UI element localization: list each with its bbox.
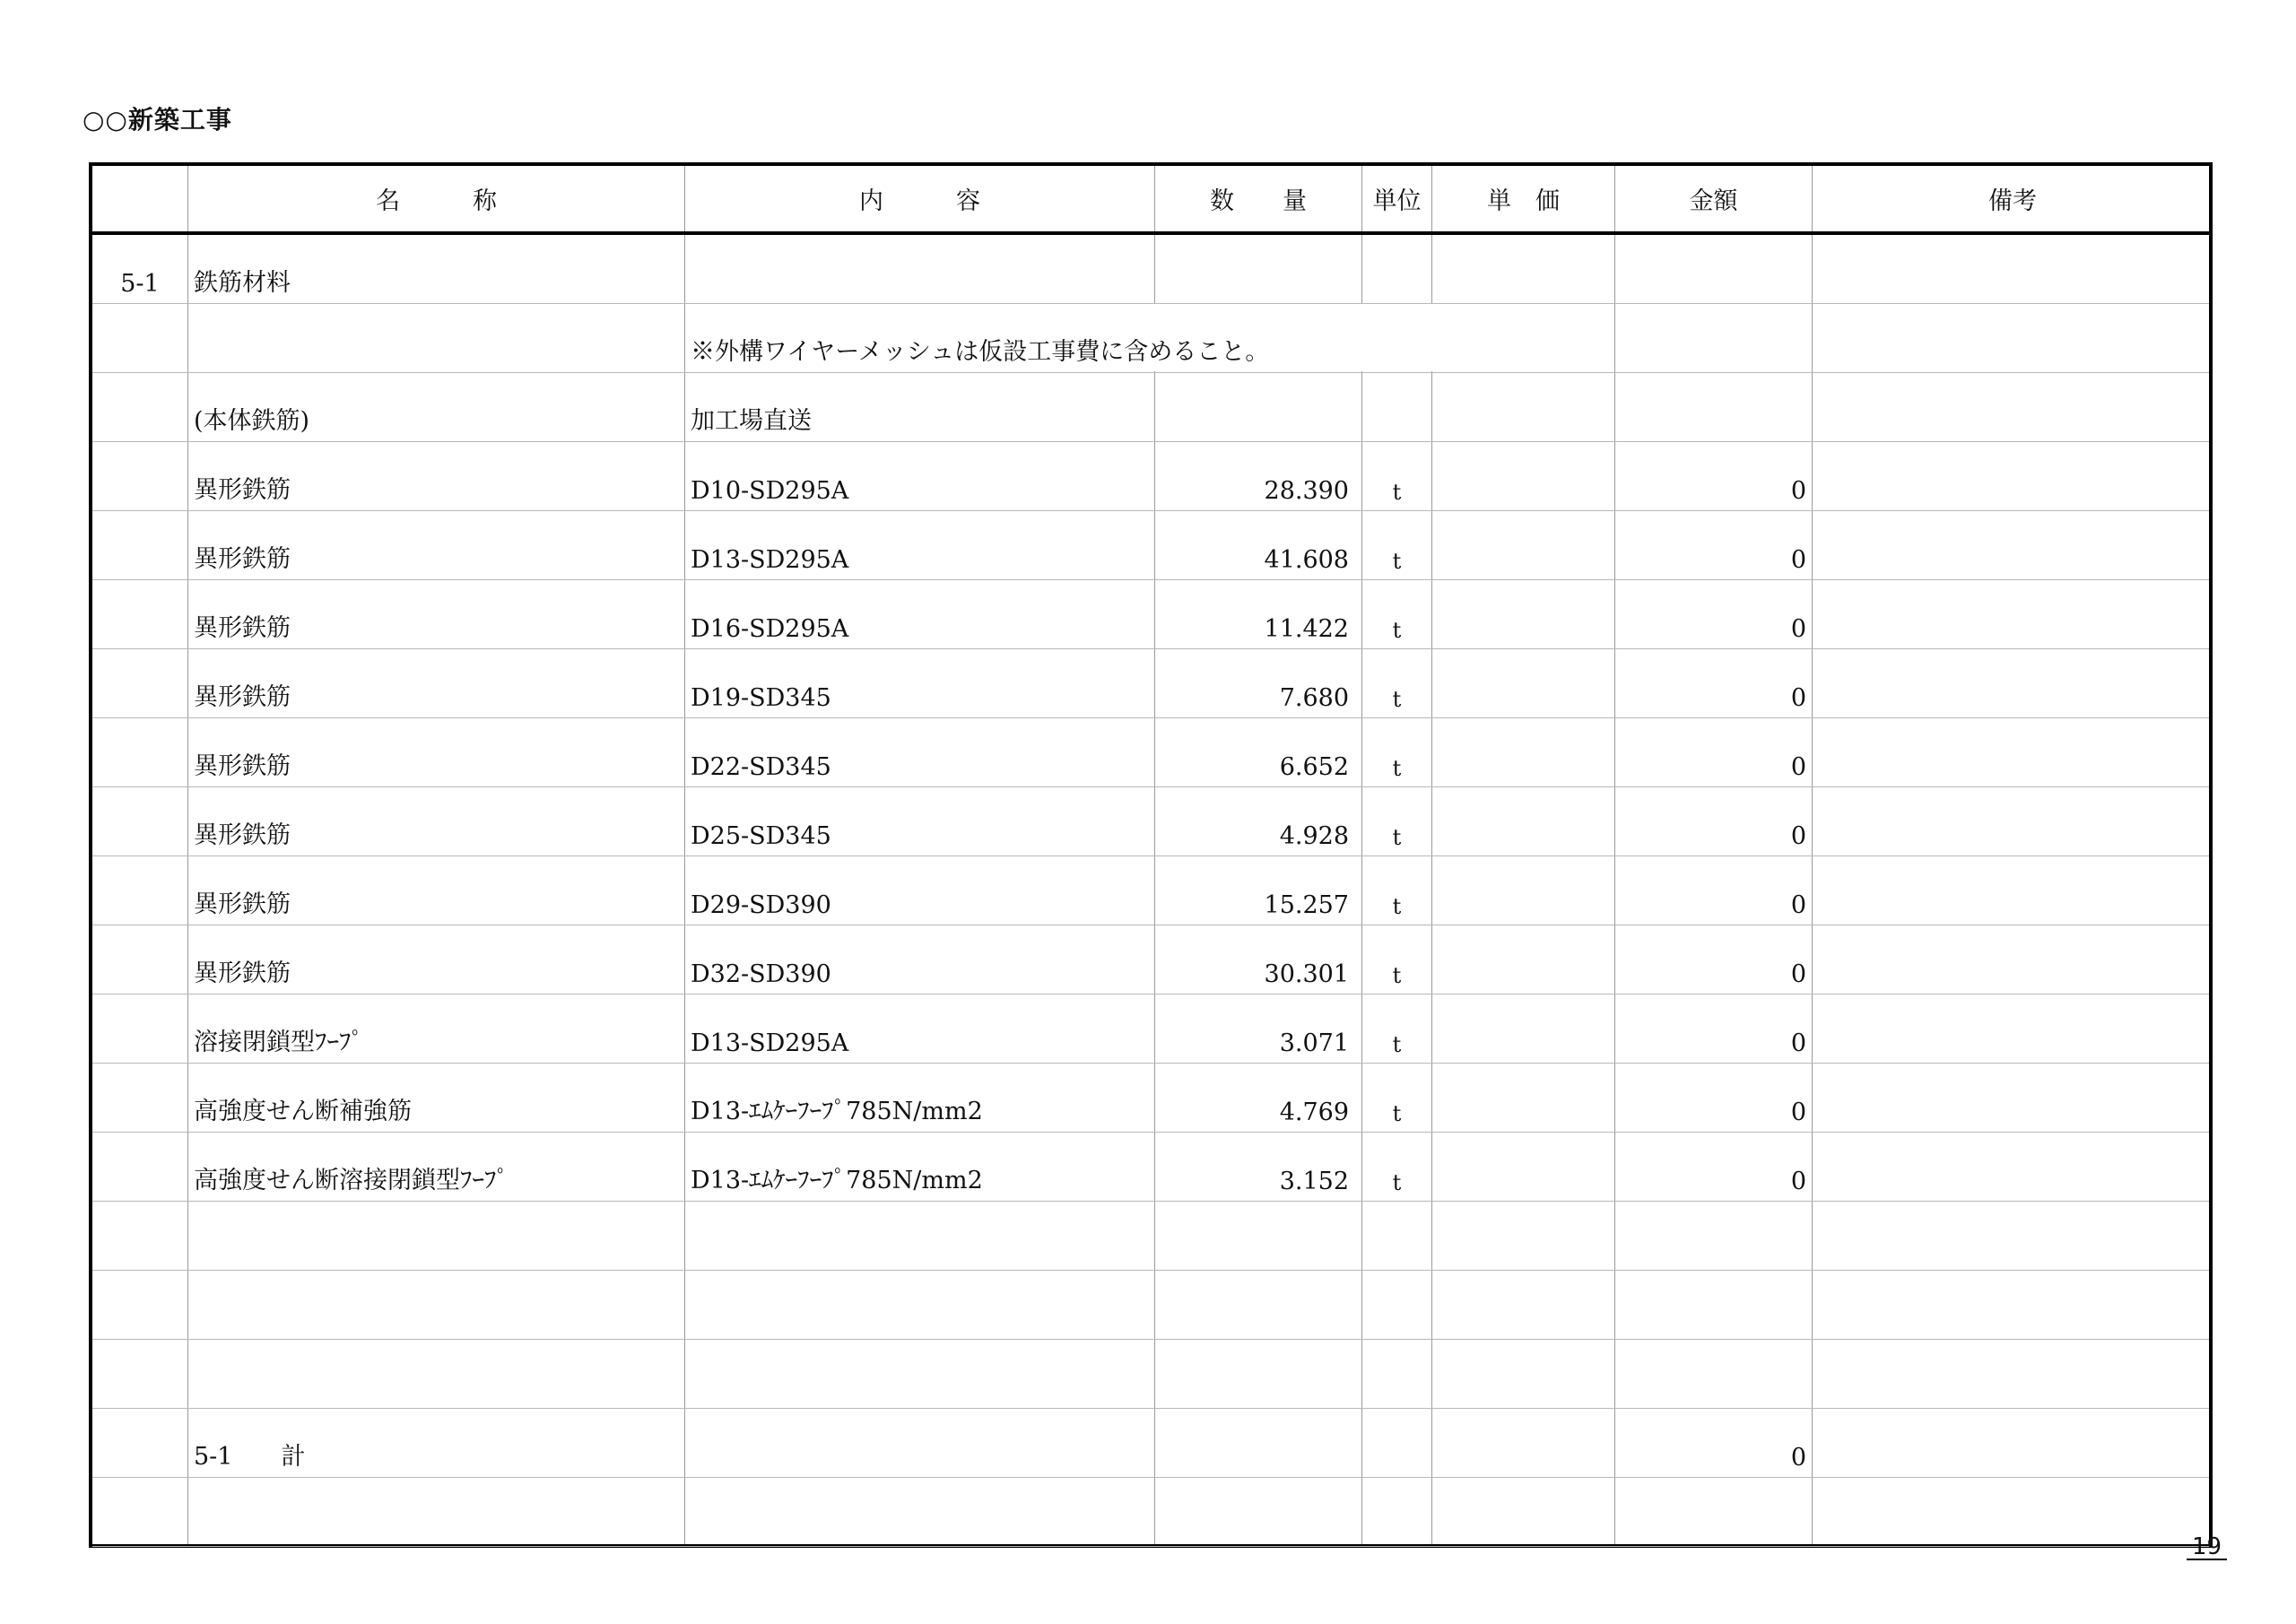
item-remarks [1813,994,2213,1063]
row-number: 5-1 [120,270,160,298]
row-number [92,1340,187,1408]
item-quantity: 4.769 [1279,1099,1349,1126]
item-amount [1615,1340,1812,1408]
item-content [685,1409,1154,1477]
item-quantity: 41.608 [1264,546,1349,574]
table-row [92,856,2209,925]
page-number: 19 [2187,1535,2227,1560]
item-quantity: 15.257 [1264,891,1349,919]
item-remarks [1813,235,2213,303]
item-unit [1362,235,1431,303]
item-quantity [1155,373,1361,441]
item-unit-price [1432,925,1614,994]
item-content: D19-SD345 [691,684,831,712]
item-remarks [1813,649,2213,717]
item-remarks [1813,580,2213,648]
item-name: 異形鉄筋 [194,752,291,780]
item-unit [1362,373,1431,441]
item-unit-price [1432,787,1614,855]
header-number [92,166,187,231]
item-amount [1615,1271,1812,1339]
item-content: D13-ｴﾑｹｰﾌｰﾌﾟ785N/mm2 [691,1098,983,1125]
item-amount: 0 [1790,1168,1806,1195]
item-unit [1362,1271,1431,1339]
item-amount: 0 [1790,684,1806,712]
table-row [92,787,2209,856]
item-content [685,1202,1154,1270]
item-unit: t [1392,825,1402,850]
item-quantity [1155,1202,1361,1270]
item-remarks [1813,304,2213,372]
item-content: D32-SD390 [691,960,831,988]
item-note-wide: ※外構ワイヤーメッシュは仮設工事費に含めること。 [691,338,1270,366]
item-unit: t [1392,963,1402,988]
item-amount: 0 [1790,891,1806,919]
item-remarks [1813,1133,2213,1201]
item-name: 鉄筋材料 [194,269,291,297]
item-unit-price [1432,373,1614,441]
item-name: 異形鉄筋 [194,890,291,918]
item-name: 異形鉄筋 [194,476,291,504]
item-quantity [1155,1409,1361,1477]
document-title: ○○新築工事 [83,105,232,135]
table-row [92,511,2209,580]
row-number [92,1133,187,1201]
item-quantity: 3.071 [1279,1029,1349,1057]
item-unit [1362,1409,1431,1477]
table-row [92,442,2209,511]
item-unit [1362,1202,1431,1270]
item-quantity: 30.301 [1264,960,1349,988]
item-quantity [1155,304,1361,372]
row-number [92,649,187,717]
item-remarks [1813,718,2213,786]
item-unit: t [1392,1170,1402,1195]
item-amount [1615,1202,1812,1270]
item-amount: 0 [1790,1099,1806,1126]
table-row [92,373,2209,442]
table-row [92,1409,2209,1478]
header-content: 内 容 [859,187,980,215]
row-number [92,1202,187,1270]
item-remarks [1813,856,2213,925]
item-unit [1362,1340,1431,1408]
table-row [92,925,2209,994]
item-remarks [1813,1478,2213,1546]
item-content: D25-SD345 [691,822,831,850]
item-amount [1615,304,1812,372]
item-name: 異形鉄筋 [194,545,291,573]
item-unit: t [1392,894,1402,919]
item-unit-price [1432,1478,1614,1546]
item-remarks [1813,1271,2213,1339]
item-unit: t [1392,756,1402,781]
item-amount: 0 [1790,1444,1806,1472]
item-unit-price [1432,580,1614,648]
item-remarks [1813,511,2213,579]
row-number [92,718,187,786]
item-amount: 0 [1790,1029,1806,1057]
item-unit-price [1432,1271,1614,1339]
item-name [188,1478,684,1546]
item-quantity: 11.422 [1264,615,1349,643]
item-name: 5-1 計 [194,1443,306,1471]
item-unit-price [1432,304,1614,372]
row-number [92,994,187,1063]
item-name: 異形鉄筋 [194,960,291,987]
item-quantity: 6.652 [1279,753,1349,781]
item-quantity: 7.680 [1279,684,1349,712]
item-content [685,1271,1154,1339]
header-amount: 金額 [1689,187,1738,215]
row-number [92,304,187,372]
table-row [92,1133,2209,1202]
item-amount: 0 [1790,822,1806,850]
item-name [188,304,684,372]
table-row [92,718,2209,787]
table-row [92,1271,2209,1340]
table-row [92,1478,2209,1547]
item-unit-price [1432,649,1614,717]
item-remarks [1813,925,2213,994]
item-remarks [1813,373,2213,441]
table-row [92,649,2209,718]
item-name: 高強度せん断補強筋 [194,1098,412,1125]
item-unit-price [1432,856,1614,925]
header-unit-price: 単 価 [1487,187,1560,215]
item-unit-price [1432,718,1614,786]
table-header [92,166,2209,235]
table-row [92,580,2209,649]
item-name: 異形鉄筋 [194,614,291,642]
header-name: 名 称 [376,187,497,215]
item-unit: t [1392,480,1402,505]
item-amount [1615,373,1812,441]
item-content: D13-SD295A [691,546,849,574]
item-content: D22-SD345 [691,753,831,781]
row-number [92,1409,187,1477]
item-remarks [1813,1064,2213,1132]
item-unit-price [1432,1340,1614,1408]
item-content: D16-SD295A [691,615,849,643]
table-row [92,994,2209,1064]
item-name [188,1340,684,1408]
item-unit-price [1432,1133,1614,1201]
item-unit [1362,304,1431,372]
table-row [92,1202,2209,1271]
table-row [92,1340,2209,1409]
item-content: D13-ｴﾑｹｰﾌｰﾌﾟ785N/mm2 [691,1167,983,1194]
item-unit-price [1432,235,1614,303]
table-row [92,1064,2209,1133]
row-number [92,925,187,994]
item-quantity [1155,1340,1361,1408]
item-name [188,1202,684,1270]
item-content: D29-SD390 [691,891,831,919]
estimate-table [89,162,2213,1548]
item-content: D13-SD295A [691,1029,849,1057]
item-quantity [1155,1478,1361,1546]
item-quantity [1155,235,1361,303]
row-number [92,442,187,510]
header-quantity: 数 量 [1210,187,1307,215]
item-unit-price [1432,511,1614,579]
item-remarks [1813,787,2213,855]
item-amount [1615,235,1812,303]
header-unit: 単位 [1372,187,1422,215]
item-name: 異形鉄筋 [194,683,291,711]
item-remarks [1813,442,2213,510]
item-content: 加工場直送 [691,407,812,435]
row-number [92,787,187,855]
item-unit: t [1392,1101,1402,1126]
item-remarks [1813,1409,2213,1477]
item-amount: 0 [1790,753,1806,781]
item-unit: t [1392,1032,1402,1057]
item-amount: 0 [1790,960,1806,988]
item-unit: t [1392,687,1402,712]
item-content: D10-SD295A [691,477,849,505]
item-unit-price [1432,1409,1614,1477]
item-unit-price [1432,1064,1614,1132]
item-quantity: 4.928 [1279,822,1349,850]
row-number [92,1271,187,1339]
item-unit-price [1432,994,1614,1063]
item-name: 異形鉄筋 [194,821,291,849]
row-number [92,856,187,925]
item-amount: 0 [1790,477,1806,505]
item-content [685,1340,1154,1408]
row-number [92,1064,187,1132]
item-unit: t [1392,549,1402,574]
item-unit-price [1432,442,1614,510]
item-unit-price [1432,1202,1614,1270]
item-amount: 0 [1790,615,1806,643]
item-content [685,1478,1154,1546]
item-content [685,235,1154,303]
row-number [92,373,187,441]
item-quantity: 28.390 [1264,477,1349,505]
item-remarks [1813,1340,2213,1408]
item-unit: t [1392,618,1402,643]
item-name: (本体鉄筋) [194,407,310,435]
row-number [92,1478,187,1546]
header-remarks: 備考 [1988,187,2037,215]
item-quantity [1155,1271,1361,1339]
item-quantity: 3.152 [1279,1168,1349,1195]
item-name: 溶接閉鎖型ﾌｰﾌﾟ [194,1029,363,1056]
item-amount: 0 [1790,546,1806,574]
row-number [92,511,187,579]
item-amount [1615,1478,1812,1546]
item-unit [1362,1478,1431,1546]
item-name: 高強度せん断溶接閉鎖型ﾌｰﾌﾟ [194,1167,509,1194]
table-row [92,235,2209,304]
table-row [92,304,2209,373]
item-name [188,1271,684,1339]
row-number [92,580,187,648]
item-remarks [1813,1202,2213,1270]
